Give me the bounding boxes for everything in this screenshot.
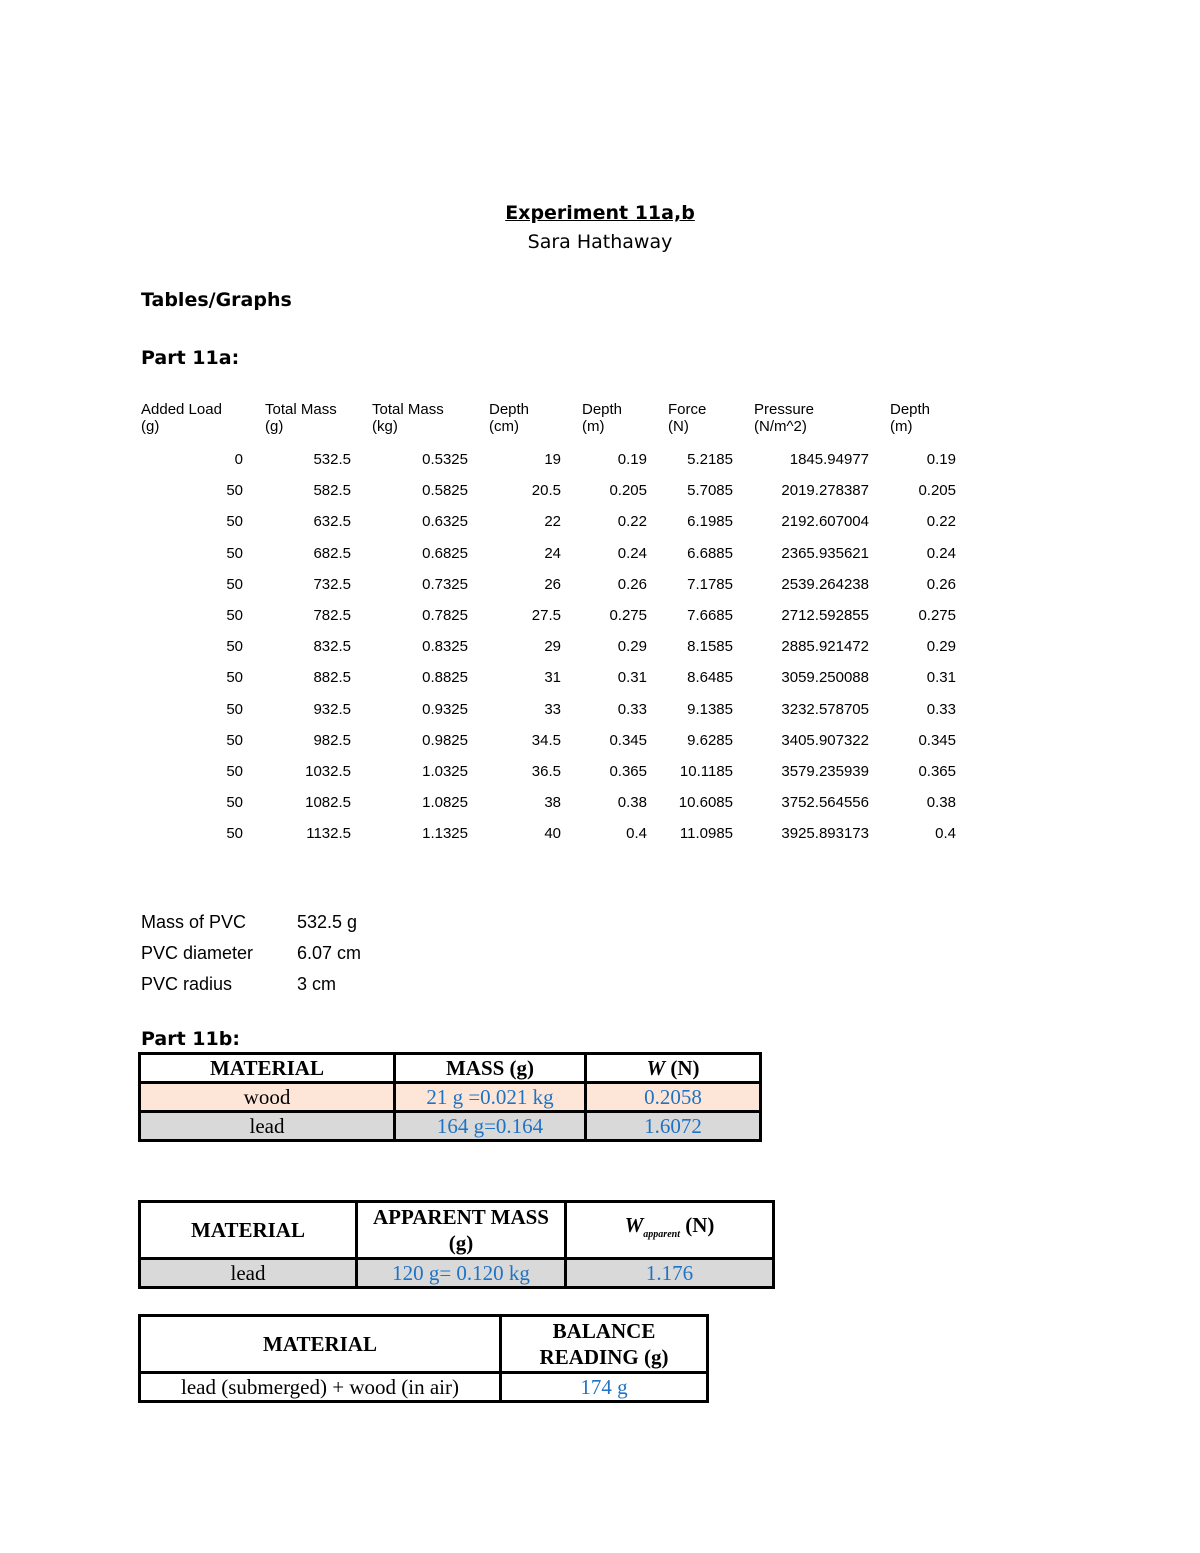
apparent-mass-table — [138, 1200, 775, 1289]
total-mass-kg-cell: 0.6325 — [422, 513, 468, 531]
depth-m2-cell: 0.275 — [918, 607, 956, 624]
force-cell: 6.1985 — [687, 513, 733, 531]
added-load-cell: 50 — [226, 794, 243, 812]
depth-m-cell: 0.29 — [617, 638, 647, 656]
total-mass-g-cell: 982.5 — [313, 731, 351, 749]
depth-m2-cell: 0.26 — [926, 575, 956, 593]
depth-m2-cell: 0.19 — [926, 451, 956, 468]
pressure-cell: 2192.607004 — [781, 513, 869, 531]
table-row — [140, 1259, 774, 1288]
table-row — [140, 1373, 708, 1402]
depth-m-cell: 0.24 — [617, 544, 647, 562]
pressure-cell: 1845.94977 — [789, 451, 869, 468]
total-mass-g-cell: 1032.5 — [305, 763, 351, 780]
depth-m-cell: 0.33 — [617, 700, 647, 718]
added-load-cell: 0 — [234, 451, 243, 468]
total-mass-kg-cell: 0.7325 — [422, 575, 468, 593]
depth-m-cell: 0.26 — [617, 575, 647, 593]
header-mass: MASS (g) — [395, 1054, 586, 1083]
depth-cm-cell: 19 — [544, 451, 561, 468]
spec-label: PVC diameter — [141, 943, 254, 963]
pressure-cell: 2365.935621 — [781, 544, 869, 562]
column-header: Total Mass (kg) — [372, 401, 444, 435]
added-load-cell: 50 — [226, 482, 243, 500]
added-load-cell: 50 — [226, 575, 243, 593]
column-header: Pressure (N/m^2) — [754, 401, 815, 435]
total-mass-g-cell: 682.5 — [313, 544, 351, 562]
total-mass-g-cell: 582.5 — [313, 482, 351, 500]
pressure-cell: 3752.564556 — [781, 794, 869, 812]
depth-m-cell: 0.31 — [617, 669, 647, 687]
total-mass-g-cell: 1082.5 — [305, 794, 351, 812]
pressure-cell: 3059.250088 — [781, 669, 869, 687]
header-material: MATERIAL — [140, 1202, 357, 1259]
total-mass-kg-cell: 0.7825 — [422, 607, 468, 624]
added-load-cell: 50 — [226, 638, 243, 656]
total-mass-g-cell: 732.5 — [313, 575, 351, 593]
total-mass-kg-cell: 0.6825 — [422, 544, 468, 562]
depth-m-cell: 0.205 — [609, 482, 647, 500]
force-cell: 10.1185 — [679, 763, 733, 780]
depth-cm-cell: 31 — [544, 669, 561, 687]
added-load-cell: 50 — [226, 763, 243, 780]
column-header: Depth (m) — [890, 401, 931, 435]
column-header: Total Mass (g) — [265, 401, 337, 435]
total-mass-g-cell: 632.5 — [313, 513, 351, 531]
depth-m-cell: 0.38 — [617, 794, 647, 812]
depth-m-cell: 0.365 — [609, 763, 647, 780]
total-mass-g-cell: 1132.5 — [306, 825, 351, 843]
depth-m-cell: 0.19 — [617, 451, 647, 468]
depth-cm-cell: 20.5 — [531, 482, 561, 500]
total-mass-kg-cell: 0.9825 — [422, 731, 468, 749]
depth-m2-cell: 0.38 — [926, 794, 956, 812]
force-cell: 8.6485 — [687, 669, 733, 687]
depth-m2-cell: 0.31 — [926, 669, 956, 687]
column-header: Depth (m) — [582, 401, 623, 435]
material-cell: wood — [140, 1083, 395, 1112]
pressure-cell: 3405.907322 — [781, 731, 869, 749]
spec-value: 532.5 g — [297, 912, 358, 932]
pressure-cell: 3579.235939 — [781, 763, 869, 780]
material-cell: lead — [140, 1112, 395, 1141]
force-cell: 7.1785 — [687, 575, 733, 593]
total-mass-kg-cell: 1.1325 — [422, 825, 468, 843]
part-b-heading: Part 11b: — [141, 1028, 240, 1050]
total-mass-kg-cell: 1.0325 — [422, 763, 468, 780]
added-load-cell: 50 — [226, 607, 243, 624]
depth-m2-cell: 0.365 — [918, 763, 956, 780]
table-row — [140, 1083, 761, 1112]
depth-cm-cell: 26 — [544, 575, 561, 593]
depth-m-cell: 0.345 — [609, 731, 647, 749]
depth-cm-cell: 24 — [544, 544, 561, 562]
depth-cm-cell: 22 — [544, 513, 561, 531]
header-apparent-mass: APPARENT MASS (g) — [357, 1202, 566, 1259]
depth-m2-cell: 0.24 — [926, 544, 956, 562]
depth-cm-cell: 29 — [544, 638, 561, 656]
force-cell: 6.6885 — [687, 544, 733, 562]
material-cell: lead — [140, 1259, 357, 1288]
depth-cm-cell: 34.5 — [531, 731, 561, 749]
balance-reading-cell: 174 g — [501, 1373, 708, 1402]
total-mass-kg-cell: 1.0825 — [422, 794, 468, 812]
spec-value: 6.07 cm — [297, 943, 362, 963]
force-cell: 8.1585 — [687, 638, 733, 656]
pressure-cell: 3925.893173 — [781, 825, 869, 843]
added-load-cell: 50 — [226, 700, 243, 718]
part-a-heading: Part 11a: — [141, 347, 240, 369]
section-heading: Tables/Graphs — [141, 289, 292, 311]
total-mass-g-cell: 782.5 — [313, 607, 351, 624]
spec-label: Mass of PVC — [141, 912, 247, 932]
weight-cell: 0.2058 — [586, 1083, 761, 1112]
depth-cm-cell: 38 — [544, 794, 561, 812]
depth-cm-cell: 36.5 — [531, 763, 561, 780]
total-mass-g-cell: 932.5 — [313, 700, 351, 718]
material-cell: lead (submerged) + wood (in air) — [140, 1373, 501, 1402]
header-apparent-weight: $W_{apparent}$ (N) — [566, 1202, 774, 1259]
document-title: Experiment 11a,b — [505, 202, 695, 224]
force-cell: 10.6085 — [678, 794, 733, 812]
total-mass-kg-cell: 0.8825 — [422, 669, 468, 687]
depth-m-cell: 0.4 — [626, 825, 647, 843]
force-cell: 5.2185 — [687, 451, 733, 468]
total-mass-kg-cell: 0.5325 — [422, 451, 468, 468]
added-load-cell: 50 — [226, 669, 243, 687]
total-mass-kg-cell: 0.5825 — [422, 482, 468, 500]
header-material: MATERIAL — [140, 1316, 501, 1373]
pressure-cell: 3232.578705 — [781, 700, 869, 718]
added-load-cell: 50 — [226, 825, 243, 843]
balance-reading-table — [138, 1314, 709, 1403]
depth-m-cell: 0.22 — [617, 513, 647, 531]
depth-m2-cell: 0.345 — [918, 731, 956, 749]
spec-value: 3 cm — [297, 974, 337, 994]
depth-cm-cell: 27.5 — [531, 607, 561, 624]
added-load-cell: 50 — [226, 731, 243, 749]
table-header-row — [140, 1202, 774, 1259]
depth-m2-cell: 0.22 — [926, 513, 956, 531]
total-mass-g-cell: 532.5 — [313, 451, 351, 468]
force-cell: 11.0985 — [679, 825, 733, 843]
column-header: Force (N) — [668, 401, 707, 435]
apparent-weight-cell: 1.176 — [566, 1259, 774, 1288]
depth-m2-cell: 0.33 — [926, 700, 956, 718]
depth-cm-cell: 33 — [544, 700, 561, 718]
pressure-cell: 2885.921472 — [781, 638, 869, 656]
author-name: Sara Hathaway — [527, 231, 673, 253]
column-header: Depth (cm) — [489, 401, 530, 435]
depth-cm-cell: 40 — [544, 825, 561, 843]
total-mass-kg-cell: 0.8325 — [422, 638, 468, 656]
header-material: MATERIAL — [140, 1054, 395, 1083]
added-load-cell: 50 — [226, 513, 243, 531]
spec-label: PVC radius — [141, 974, 233, 994]
table-row — [140, 1112, 761, 1141]
pressure-cell: 2019.278387 — [781, 482, 869, 500]
column-header: Added Load (g) — [141, 401, 222, 435]
apparent-mass-cell: 120 g= 0.120 kg — [357, 1259, 566, 1288]
force-cell: 9.6285 — [687, 731, 733, 749]
force-cell: 5.7085 — [687, 482, 733, 500]
weight-cell: 1.6072 — [586, 1112, 761, 1141]
table-header-row — [140, 1316, 708, 1373]
depth-m2-cell: 0.205 — [918, 482, 956, 500]
depth-m2-cell: 0.29 — [926, 638, 956, 656]
total-mass-kg-cell: 0.9325 — [422, 700, 468, 718]
mass-weight-table — [138, 1052, 762, 1142]
mass-cell: 21 g =0.021 kg — [395, 1083, 586, 1112]
mass-cell: 164 g=0.164 — [395, 1112, 586, 1141]
total-mass-g-cell: 832.5 — [313, 638, 351, 656]
header-weight: W (N) — [586, 1054, 761, 1083]
header-balance-reading: BALANCE READING (g) — [501, 1316, 708, 1373]
pressure-cell: 2539.264238 — [781, 575, 869, 593]
depth-m2-cell: 0.4 — [935, 825, 956, 843]
added-load-cell: 50 — [226, 544, 243, 562]
depth-m-cell: 0.275 — [609, 607, 647, 624]
total-mass-g-cell: 882.5 — [313, 669, 351, 687]
force-cell: 9.1385 — [687, 700, 733, 718]
force-cell: 7.6685 — [687, 607, 733, 624]
pressure-cell: 2712.592855 — [781, 607, 869, 624]
table-header-row — [140, 1054, 761, 1083]
